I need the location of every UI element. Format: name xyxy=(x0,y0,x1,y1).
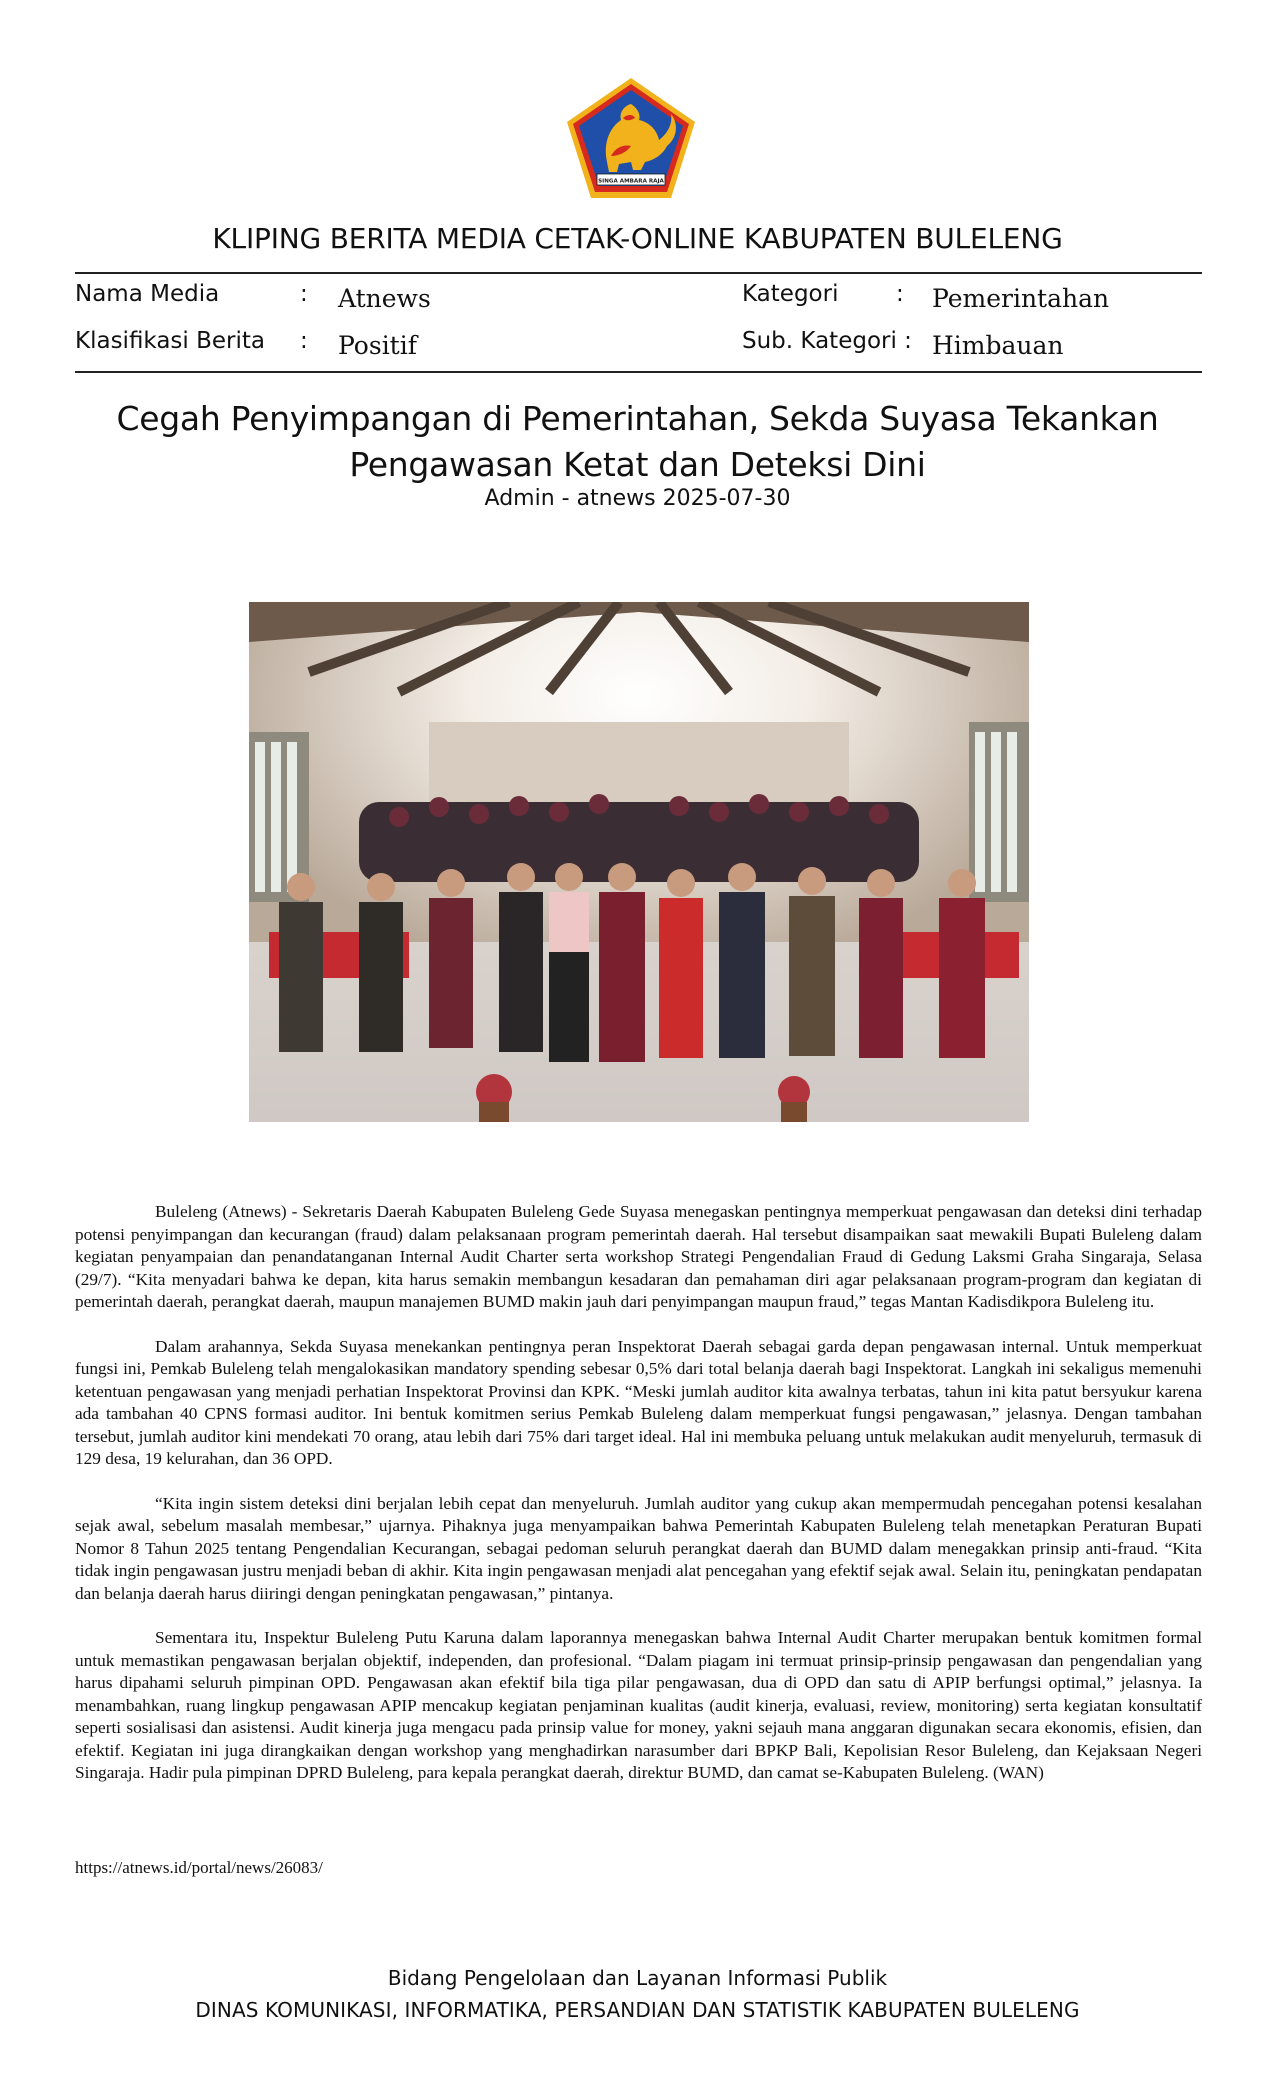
article-photo xyxy=(249,602,1029,1122)
logo-motto-text: SINGA AMBARA RAJA xyxy=(598,178,664,185)
article-headline xyxy=(80,396,1195,488)
article-paragraph-1: Buleleng (Atnews) - Sekretaris Daerah Kabupaten Buleleng Gede Suyasa menegaskan pentingnya memperkuat pengawasan dan deteksi dini terhadap potensi penyimpangan dan kecurangan (fraud) dalam pelaksanaan program pemerintah daerah. Hal tersebut disampaikan saat mewakili Bupati Buleleng dalam kegiatan penyampaian dan penandatanganan Internal Audit Charter serta workshop Strategi Pengendalian Fraud di Gedung Laksmi Graha Singaraja, Selasa (29/7). “Kita menyadari bahwa ke depan, kita harus semakin membangun kesadaran dan pemahaman diri agar pelaksanaan program-program dan kegiatan di pemerintah daerah, perangkat daerah, maupun manajemen BUMD makin jauh dari penyimpangan maupun fraud,” tegas Mantan Kadisdikpora Buleleng itu. xyxy=(75,1202,1202,1311)
nama-media-label: Nama Media xyxy=(75,281,220,307)
article-paragraph-3: “Kita ingin sistem deteksi dini berjalan lebih cepat dan menyeluruh. Jumlah auditor yang cukup akan mempermudah pencegahan potensi kesalahan sejak awal, sebelum masalah membesar,” ujarnya. Pihaknya juga menyampaikan bahwa Pemerintah Kabupaten Buleleng telah menetapkan Peraturan Bupati Nomor 8 Tahun 2025 tentang Pengendalian Kecurangan, sebagai pedoman seluruh perangkat daerah dan BUMD dalam menegakkan prinsip anti-fraud. “Kita tidak ingin pengawasan justru menjadi beban di akhir. Kita ingin pengawasan menjadi alat pencegahan yang efektif sejak awal. Selain itu, peningkatan pendapatan dan belanja daerah harus diiringi dengan peningkatan pengawasan,” pintanya. xyxy=(75,1493,1202,1603)
source-url: https://atnews.id/portal/news/26083/ xyxy=(75,1858,323,1877)
nama-media-value: Atnews xyxy=(338,284,431,313)
sub-kategori-label: Sub. Kategori : xyxy=(742,328,912,354)
footer-department: Bidang Pengelolaan dan Layanan Informasi Publik xyxy=(387,1966,888,1990)
nama-media-colon: : xyxy=(300,281,308,307)
kategori-value: Pemerintahan xyxy=(932,284,1110,313)
sub-kategori-value: Himbauan xyxy=(932,331,1064,360)
klasifikasi-label: Klasifikasi Berita xyxy=(75,328,266,354)
headline-line-1: Cegah Penyimpangan di Pemerintahan, Sekda Suyasa Tekankan xyxy=(116,399,1159,438)
article-body xyxy=(75,1201,1202,1807)
article-byline: Admin - atnews 2025-07-30 xyxy=(484,486,791,511)
top-divider xyxy=(75,272,1202,274)
kategori-colon: : xyxy=(896,281,904,307)
kliping-title: KLIPING BERITA MEDIA CETAK-ONLINE KABUPATEN BULELENG xyxy=(212,222,1063,255)
headline-line-2: Pengawasan Ketat dan Deteksi Dini xyxy=(349,445,926,484)
klasifikasi-colon: : xyxy=(300,328,308,354)
bottom-divider xyxy=(75,371,1202,373)
footer-agency: DINAS KOMUNIKASI, INFORMATIKA, PERSANDIAN DAN STATISTIK KABUPATEN BULELENG xyxy=(195,1998,1080,2022)
klasifikasi-value: Positif xyxy=(338,331,417,360)
buleleng-emblem-logo xyxy=(563,74,699,202)
article-paragraph-4: Sementara itu, Inspektur Buleleng Putu Karuna dalam laporannya menegaskan bahwa Internal Audit Charter merupakan bentuk komitmen formal untuk memastikan pengawasan berjalan objektif, independen, dan profesional. “Dalam piagam ini termuat prinsip-prinsip pengawasan dan pengendalian yang harus dipahami seluruh pimpinan OPD. Pengawasan akan efektif bila tiga pilar pengawasan, dua di OPD dan satu di APIP berfungsi optimal,” jelasnya. Ia menambahkan, ruang lingkup pengawasan APIP mencakup kegiatan penjaminan kualitas (audit kinerja, evaluasi, review, monitoring) serta kegiatan konsultatif seperti sosialisasi dan asistensi. Audit kinerja juga mengacu pada prinsip value for money, yakni sejauh mana anggaran digunakan secara ekonomis, efisien, dan efektif. Kegiatan ini juga dirangkaikan dengan workshop yang menghadirkan narasumber dari BPKP Bali, Kepolisian Resor Buleleng, dan Kejaksaan Negeri Singaraja. Hadir pula pimpinan DPRD Buleleng, para kepala perangkat daerah, direktur BUMD, dan camat se-Kabupaten Buleleng. (WAN) xyxy=(75,1628,1202,1782)
article-paragraph-2: Dalam arahannya, Sekda Suyasa menekankan pentingnya peran Inspektorat Daerah sebagai garda depan pengawasan internal. Untuk memperkuat fungsi ini, Pemkab Buleleng telah mengalokasikan mandatory spending sebesar 0,5% dari total belanja daerah bagi Inspektorat. Langkah ini sekaligus memenuhi ketentuan pengawasan yang menjadi perhatian Inspektorat Provinsi dan KPK. “Meski jumlah auditor kita awalnya terbatas, tahun ini kita patut bersyukur karena ada tambahan 40 CPNS formasi auditor. Ini bentuk komitmen serius Pemkab Buleleng dalam memperkuat fungsi pengawasan,” jelasnya. Dengan tambahan tersebut, jumlah auditor kini mendekati 70 orang, atau lebih dari 75% dari target ideal. Hal ini membuka peluang untuk melakukan audit menyeluruh, termasuk di 129 desa, 19 kelurahan, dan 36 OPD. xyxy=(75,1336,1202,1468)
kategori-label: Kategori xyxy=(742,281,839,307)
